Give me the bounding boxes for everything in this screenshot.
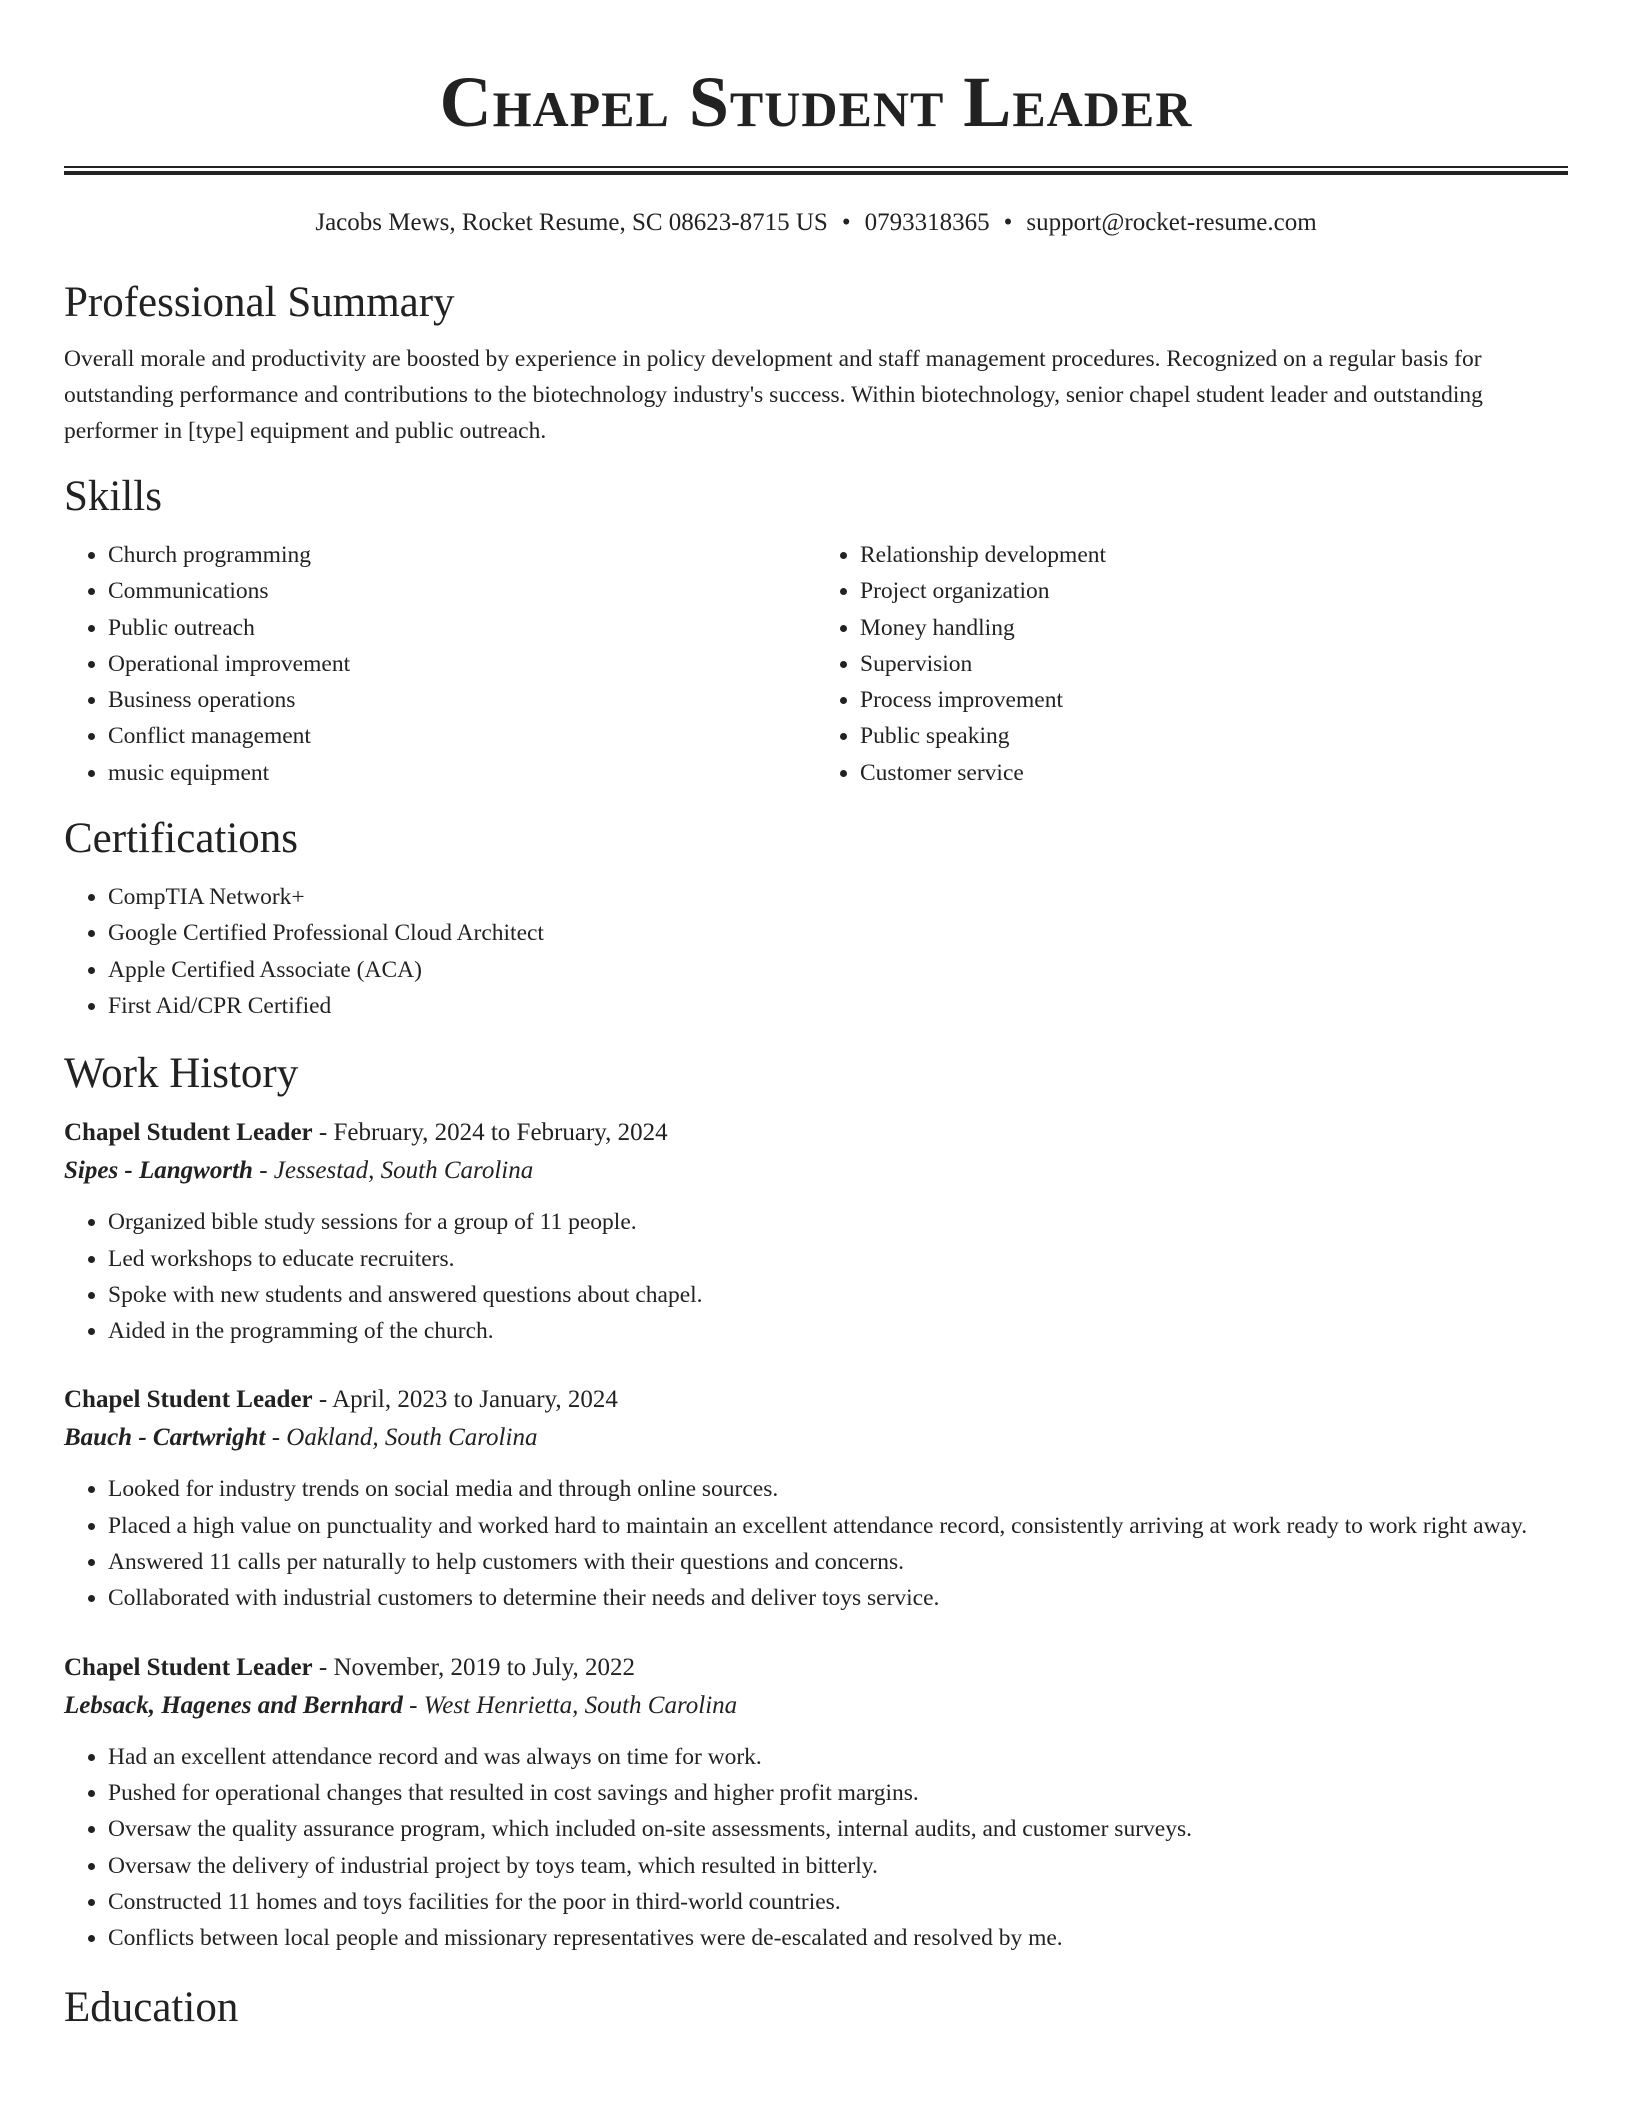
job-duty: • Looked for industry trends on social media and through online sources. (108, 1471, 1568, 1507)
job-duty: • Had an excellent attendance record and was always on time for work. (108, 1739, 1568, 1775)
skill-item: • Supervision (860, 646, 1568, 682)
job-entry (64, 1114, 1568, 1349)
certification-item: • CompTIA Network+ (108, 879, 1568, 915)
job-duties-list (64, 1204, 1568, 1349)
job-company: Bauch - Cartwright (64, 1424, 266, 1452)
certifications-list (64, 879, 1568, 1024)
skill-item: • Public speaking (860, 718, 1568, 754)
contact-email: support@rocket-resume.com (1026, 209, 1317, 236)
job-role: Chapel Student Leader (64, 1119, 313, 1147)
certification-item: • First Aid/CPR Certified (108, 988, 1568, 1024)
job-duty: • Placed a high value on punctuality and worked hard to maintain an excellent attendance record, consistently arriving at work ready to work right away. (108, 1508, 1568, 1544)
work-history-heading: Work History (64, 1050, 299, 1098)
job-duty: • Conflicts between local people and missionary representatives were de-escalated and resolved by me. (108, 1920, 1568, 1956)
job-dates: - November, 2019 to July, 2022 (312, 1653, 635, 1681)
summary-heading: Professional Summary (64, 279, 455, 326)
job-employer-line (64, 1152, 1568, 1190)
certification-item: • Google Certified Professional Cloud Architect (108, 915, 1568, 951)
skill-item: • Conflict management (108, 718, 816, 754)
skill-item: • Operational improvement (108, 646, 816, 682)
job-employer-line (64, 1419, 1568, 1457)
job-entry (64, 1649, 1568, 1957)
skills-list-left (64, 537, 816, 791)
job-duty: • Answered 11 calls per naturally to help customers with their questions and concerns. (108, 1544, 1568, 1580)
job-dates: - April, 2023 to January, 2024 (312, 1386, 618, 1414)
job-role: Chapel Student Leader (64, 1653, 313, 1681)
skill-item: • Business operations (108, 682, 816, 718)
contact-separator: • (841, 209, 851, 236)
summary-text: Overall morale and productivity are boosted by experience in policy development and staff management procedures. Recognized on a regular basis for outstanding performance and contributions to the biotechnology industry's success. Within biotechnology, senior chapel student leader and outstanding performer in [type] equipment and public outreach. (64, 346, 1483, 444)
skills-heading: Skills (64, 473, 162, 520)
job-duty: • Pushed for operational changes that resulted in cost savings and higher profit margins. (108, 1775, 1568, 1811)
certifications-heading: Certifications (64, 815, 299, 863)
job-entry (64, 1381, 1568, 1616)
job-location: - Oakland, South Carolina (265, 1424, 538, 1452)
job-employer-line (64, 1687, 1568, 1725)
job-location: - West Henrietta, South Carolina (402, 1691, 738, 1719)
skill-item: • music equipment (108, 755, 816, 791)
contact-separator: • (1003, 209, 1013, 236)
skill-item: • Money handling (860, 610, 1568, 646)
contact-line (64, 207, 1568, 239)
job-duty: • Constructed 11 homes and toys facilities for the poor in third-world countries. (108, 1884, 1568, 1920)
skill-item: • Communications (108, 573, 816, 609)
skill-item: • Project organization (860, 573, 1568, 609)
contact-address: Jacobs Mews, Rocket Resume, SC 08623-8715 US (315, 209, 828, 236)
job-location: - Jessestad, South Carolina (252, 1157, 534, 1185)
job-duty: • Organized bible study sessions for a group of 11 people. (108, 1204, 1568, 1240)
skills-columns (64, 537, 1568, 791)
job-duty: • Led workshops to educate recruiters. (108, 1241, 1568, 1277)
job-company: Lebsack, Hagenes and Bernhard (64, 1691, 403, 1719)
job-title-line (64, 1381, 1568, 1419)
header-divider (64, 166, 1568, 175)
contact-phone: 0793318365 (864, 209, 990, 236)
certification-item: • Apple Certified Associate (ACA) (108, 952, 1568, 988)
job-duty: • Spoke with new students and answered questions about chapel. (108, 1277, 1568, 1313)
education-heading: Education (64, 1984, 239, 2032)
skill-item: • Process improvement (860, 682, 1568, 718)
job-duties-list (64, 1471, 1568, 1616)
job-duty: • Aided in the programming of the church. (108, 1313, 1568, 1349)
job-duties-list (64, 1739, 1568, 1957)
job-company: Sipes - Langworth (64, 1157, 253, 1185)
skill-item: • Customer service (860, 755, 1568, 791)
job-duty: • Oversaw the quality assurance program, which included on-site assessments, internal audits, and customer surveys. (108, 1811, 1568, 1847)
job-duty: • Oversaw the delivery of industrial project by toys team, which resulted in bitterly. (108, 1848, 1568, 1884)
skills-list-right (816, 537, 1568, 791)
job-dates: - February, 2024 to February, 2024 (312, 1119, 668, 1147)
job-title-line (64, 1649, 1568, 1687)
job-title-line (64, 1114, 1568, 1152)
skill-item: • Public outreach (108, 610, 816, 646)
job-role: Chapel Student Leader (64, 1386, 313, 1414)
job-duty: • Collaborated with industrial customers to determine their needs and deliver toys service. (108, 1580, 1568, 1616)
resume-name: Chapel Student Leader (439, 62, 1193, 142)
skill-item: • Relationship development (860, 537, 1568, 573)
skill-item: • Church programming (108, 537, 816, 573)
